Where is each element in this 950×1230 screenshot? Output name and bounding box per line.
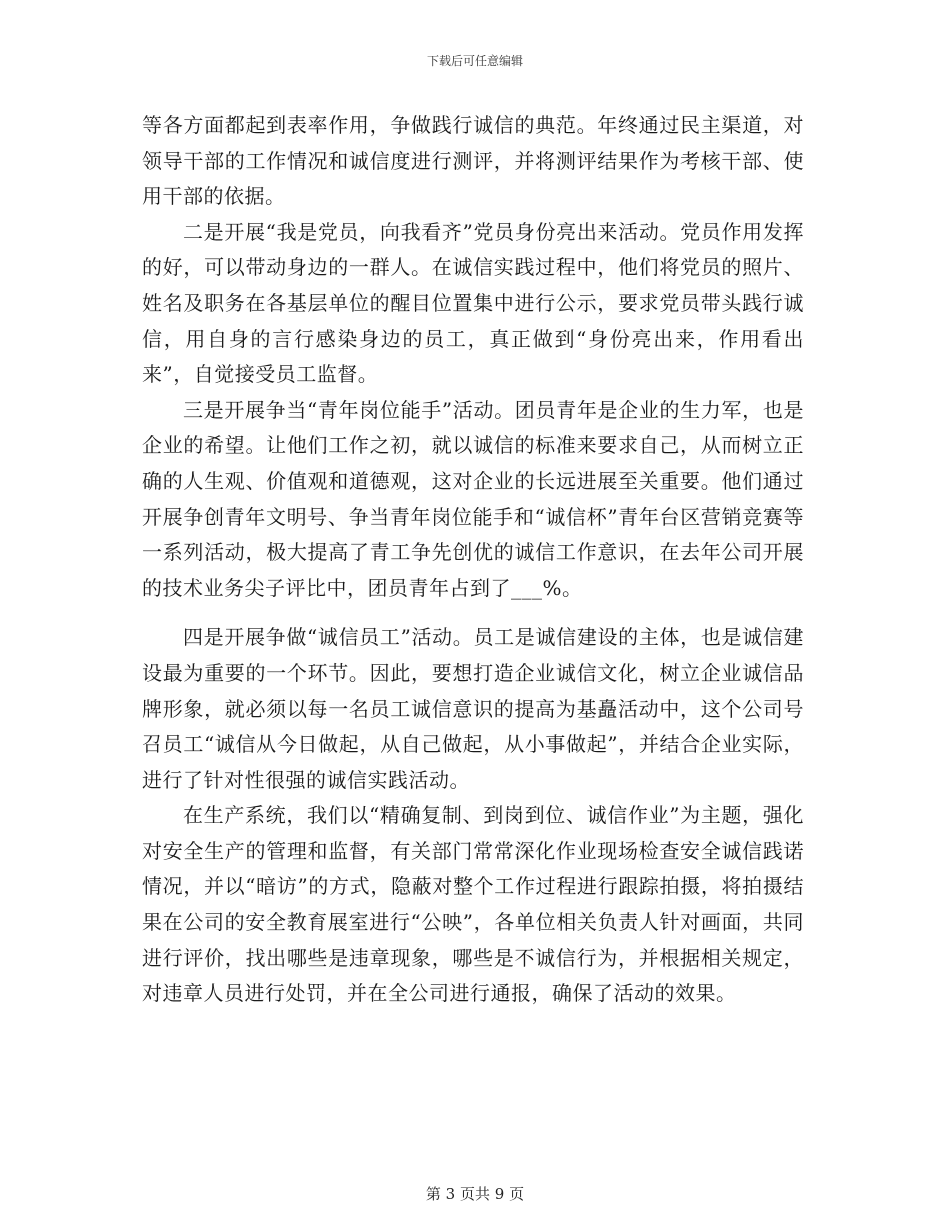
paragraph-4: 四是开展争做“诚信员工”活动。员工是诚信建设的主体，也是诚信建设最为重要的一个环节。因此，要想打造企业诚信文化，树立企业诚信品牌形象，就必须以每一名员工诚信意识的提高为基矗活动中，这个公司号召员工“诚信从今日做起，从自己做起，从小事做起”，并结合企业实际，进行了针对性很强的诚信实践活动。 xyxy=(142,625,804,792)
paragraph-1: 等各方面都起到表率作用，争做践行诚信的典范。年终通过民主渠道，对领导干部的工作情况和诚信度进行测评，并将测评结果作为考核干部、使用干部的依据。 xyxy=(142,113,804,209)
paragraph-3: 三是开展争当“青年岗位能手”活动。团员青年是企业的生力军，也是企业的希望。让他们工作之初，就以诚信的标准来要求自己，从而树立正确的人生观、价值观和道德观，这对企业的长远进展至关重要。他们通过开展争创青年文明号、争当青年岗位能手和“诚信杯”青年台区营销竞赛等一系列活动，极大提高了青工争先创优的诚信工作意识，在去年公司开展的技术业务尖子评比中，团员青年占到了___%。 xyxy=(142,397,804,600)
page-header: 下载后可任意编辑 xyxy=(426,54,523,68)
document-body xyxy=(142,108,804,1012)
paragraph-2: 二是开展“我是党员，向我看齐”党员身份亮出来活动。党员作用发挥的好，可以带动身边的一群人。在诚信实践过程中，他们将党员的照片、姓名及职务在各基层单位的醒目位置集中进行公示，要求党员带头践行诚信，用自身的言行感染身边的员工，真正做到“身份亮出来，作用看出来”，自觉接受员工监督。 xyxy=(142,219,804,387)
page-number: 第 3 页共 9 页 xyxy=(425,1185,525,1203)
paragraph-5: 在生产系统，我们以“精确复制、到岗到位、诚信作业”为主题，强化对安全生产的管理和监督，有关部门常常深化作业现场检查安全诚信践诺情况，并以“暗访”的方式，隐蔽对整个工作过程进行跟踪拍摄，将拍摄结果在公司的安全教育展室进行“公映”，各单位相关负责人针对画面，共同进行评价，找出哪些是违章现象，哪些是不诚信行为，并根据相关规定，对违章人员进行处罚，并在全公司进行通报，确保了活动的效果。 xyxy=(142,803,804,1006)
